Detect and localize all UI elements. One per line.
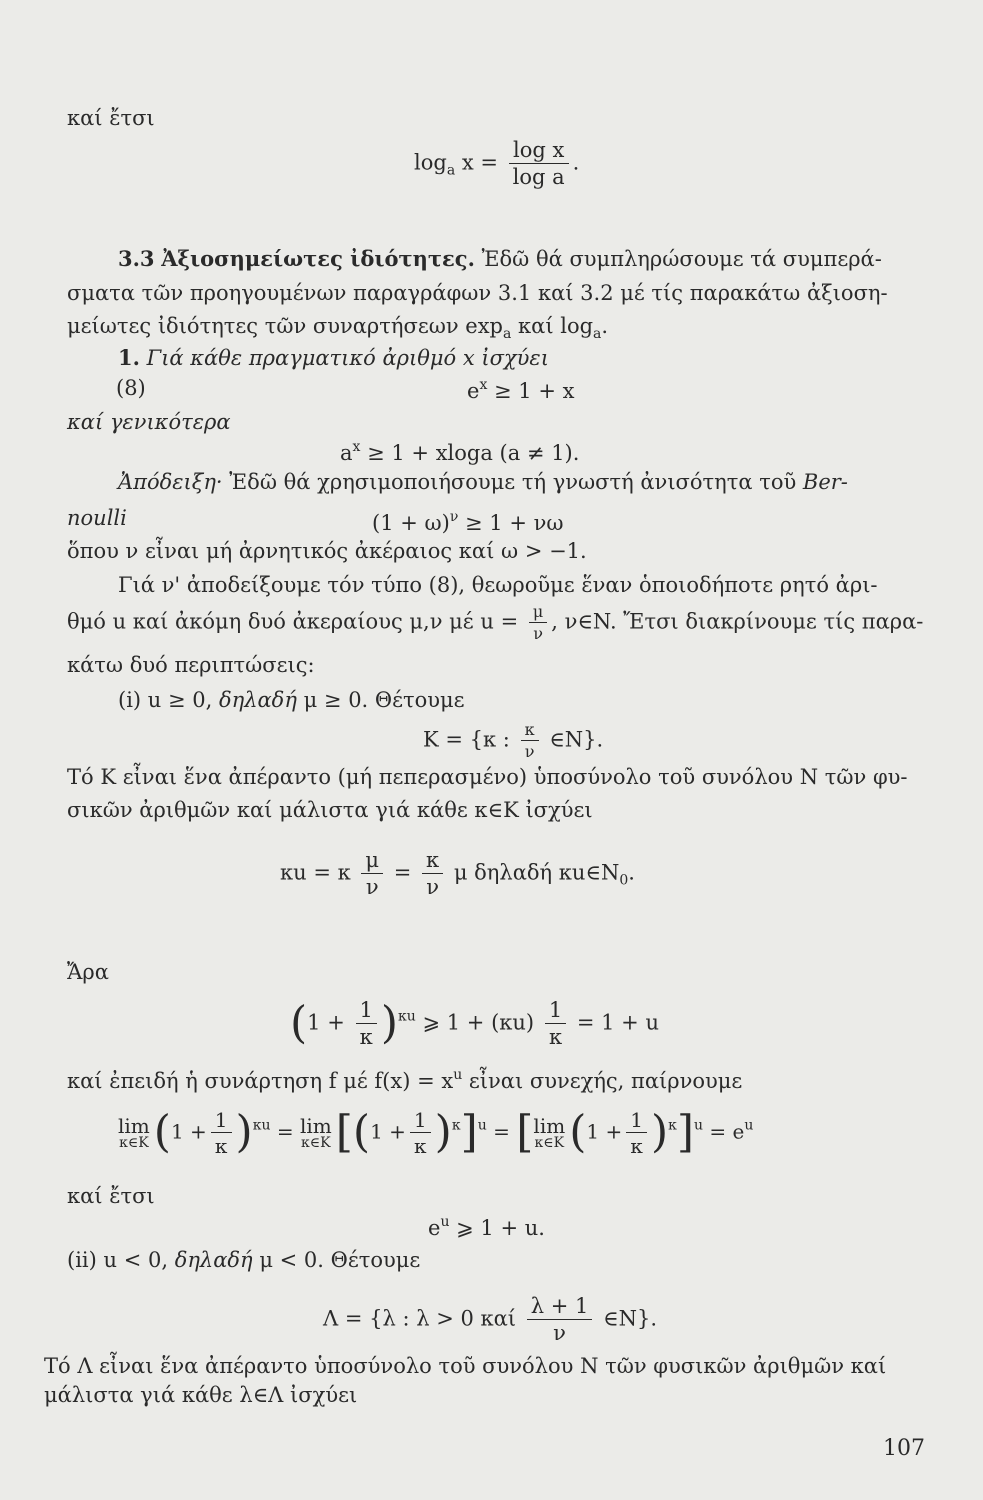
eq-text: 1 + [370,1119,406,1144]
eq-text: ⩾ 1 + u. [449,1216,545,1240]
equation-log-change-base [414,140,579,188]
eq-text: = [387,860,419,885]
fraction [527,1296,593,1344]
superscript: κ [451,1117,461,1134]
lim-subscript: κ∈K [119,1135,149,1151]
superscript: u [453,1067,463,1083]
fraction [529,604,547,642]
text-line: μάλιστα γιά κάθε λ∈Λ ἰσχύει [44,1383,358,1407]
lim-subscript: κ∈K [301,1135,331,1151]
paren-right: ) [650,1106,669,1158]
bracket-right: ] [460,1106,478,1158]
text-italic: δηλαδή [174,1248,253,1272]
fraction-numerator: λ + 1 [527,1296,593,1320]
bracket-right: ] [676,1106,695,1158]
fraction-denominator: ν [524,742,535,761]
paren-right: ) [380,997,399,1049]
equation-set-K [423,722,603,760]
paren-left: ( [569,1106,587,1158]
fraction-numerator: 1 [626,1110,647,1133]
superscript: κ [668,1117,677,1134]
fraction-denominator: log a [512,165,565,189]
superscript: κu [398,1008,416,1025]
eq-text: . [572,150,580,175]
item-1-line [118,347,549,369]
eq-text: 1 + [170,1119,207,1144]
eq-sub: a [446,162,456,179]
name-italic: Ber- [802,470,848,494]
text-line [67,316,608,341]
paren-left: ( [290,997,308,1049]
text: Ἐδῶ θά χρησιμοποιήσουμε τή γνωστή ἀνισότητα τοῦ [222,470,803,494]
equation-inequality [290,997,659,1049]
lim-text: lim [533,1114,566,1138]
lim-subscript: κ∈K [534,1135,565,1151]
paren-right: ) [434,1106,452,1158]
fraction-numerator: μ [529,604,547,623]
bracket-left: [ [335,1106,353,1158]
paren-left: ( [352,1106,371,1158]
case-i-line [118,690,465,711]
proof-line [118,472,848,493]
fraction-denominator: κ [359,1025,373,1049]
eq-text: x = [455,150,498,175]
eq-text: . [628,860,635,885]
text: μείωτες ἰδιότητες τῶν συναρτήσεων exp [67,314,503,338]
fraction [211,1110,232,1156]
equation-8 [467,378,574,402]
eq-log: log [414,150,447,175]
lim-text: lim [118,1114,150,1138]
eq-text: (1 + ω) [372,511,450,535]
fraction-numerator: 1 [410,1110,431,1133]
lim-text: lim [299,1114,332,1138]
superscript: ν [449,509,459,525]
superscript: u [694,1117,704,1134]
fraction-numerator: 1 [545,1000,566,1024]
item-number: 1. [118,345,140,370]
fraction [545,1000,566,1048]
equation-limit: lim κ∈K (1 + $\frac{1}{\kappa}$ )$^{\kappa u}$ = lim κ∈K [(1 + $\frac{1}{\kappa}$ )$^\kappa$]$^u$ = [ lim κ∈K (1 + $\frac{1}{\kappa}$ )$^\kappa]^u = e^u$ [118,1106,754,1158]
fraction-numerator: μ [361,850,383,874]
text: (i) u ≥ 0, [118,688,219,712]
text-line [67,1068,742,1092]
eq-text: Λ = {λ : λ > 0 καί [323,1306,517,1331]
fraction [521,722,539,760]
fraction-denominator: κ [414,1134,427,1158]
fraction-numerator: κ [521,722,539,741]
eq-text: e [428,1216,441,1240]
superscript: κu [252,1117,271,1134]
text: εἶναι συνεχής, παίρνουμε [462,1069,743,1093]
text-line: Τό K εἶναι ἕνα ἀπέραντο (μή πεπερασμένο) ὑποσύνολο τοῦ συνόλου N τῶν φυ- [67,765,908,789]
lim-operator [300,1116,332,1150]
eq-text: = 1 + u [570,1010,659,1035]
eq-text: K = {κ : [423,727,510,752]
page-number: 107 [883,1436,925,1461]
text-line: Τό Λ εἶναι ἕνα ἀπέραντο ὑποσύνολο τοῦ συνόλου N τῶν φυσικῶν ἀριθμῶν καί [44,1354,887,1378]
subscript: a [593,326,602,342]
superscript: x [352,439,361,455]
fraction [422,850,443,898]
text: , ν∈N. Ἔτσι διακρίνουμε τίς παρα- [551,609,924,634]
equation-bernoulli [372,510,564,534]
equation-label: (8) [116,376,146,400]
text-italic: δηλαδή [218,688,297,712]
section-heading-line [118,248,882,270]
fraction [626,1110,647,1156]
text-line: ὅπου ν εἶναι μή ἀρνητικός ἀκέραιος καί ω > −1. [67,539,587,563]
subscript: 0 [619,872,629,889]
proof-label: Ἀπόδειξη· [118,470,223,494]
text-line: κάτω δυό περιπτώσεις: [67,653,315,677]
fraction [410,1110,431,1156]
eq-text: κu = κ [280,860,351,885]
fraction [356,1000,377,1048]
paren-right: ) [235,1106,253,1158]
text: (ii) u < 0, [67,1248,175,1272]
eq-text: ∈N}. [542,727,604,752]
case-ii-line [67,1250,420,1271]
text-line: σικῶν ἀριθμῶν καί μάλιστα γιά κάθε κ∈K ἰσχύει [67,798,593,822]
text-line: Ἄρα [67,960,109,984]
equation-ax [340,440,579,464]
eq-text: μ δηλαδή κu∈N [447,860,620,885]
text-line: καί ἔτσι [67,1184,155,1208]
text-line: καί ἔτσι [67,106,155,130]
fraction-denominator: κ [548,1025,563,1049]
fraction-denominator: ν [365,875,379,899]
section-number: 3.3 [118,246,155,271]
eq-text: 1 + [307,1010,345,1035]
text: καί ἐπειδή ἡ συνάρτηση f μέ f(x) = x [67,1069,454,1093]
fraction [361,850,383,898]
eq-text: ≥ 1 + νω [458,511,564,535]
fraction [509,140,569,188]
eq-text: ≥ 1 + xloga (a ≠ 1). [360,441,580,465]
superscript: u [477,1117,487,1134]
fraction-denominator: ν [553,1321,566,1345]
equation-ku [280,850,635,898]
eq-text: = e [703,1119,745,1144]
text: καί log [511,314,594,338]
fraction-denominator: κ [214,1134,228,1158]
text-line: σματα τῶν προηγουμένων παραγράφων 3.1 καί 3.2 μέ τίς παρακάτω ἀξιοση- [67,281,888,305]
eq-text: a [340,441,353,465]
fraction-denominator: κ [630,1134,643,1158]
section-title: Ἀξιοσημείωτες ἰδιότητες. [161,246,475,271]
text-line [67,604,923,642]
text-line: noulli [67,506,127,530]
eq-text: 1 + [586,1119,623,1144]
equation-set-lambda [323,1296,657,1344]
fraction-denominator: ν [533,624,543,643]
equation-eu [428,1215,545,1239]
text: θμό u καί ἀκόμη δυό ἀκεραίους μ,ν μέ u = [67,609,519,634]
text: . [601,314,609,338]
text: μ ≥ 0. Θέτουμε [296,688,465,712]
subscript: a [502,326,512,342]
lim-operator [118,1116,150,1150]
text-line: Γιά ν' ἀποδείξουμε τόν τύπο (8), θεωροῦμε ἕναν ὁποιοδήποτε ρητό ἀρι- [118,573,878,597]
eq-text: ⩾ 1 + (κu) [415,1010,535,1035]
fraction-numerator: κ [422,850,443,874]
fraction-numerator: 1 [211,1110,232,1133]
fraction-numerator: log x [509,140,569,164]
fraction-denominator: ν [426,875,439,899]
superscript: u [744,1117,754,1134]
bracket-left: [ [516,1106,534,1158]
item-text: Γιά κάθε πραγματικό ἀριθμό x ἰσχύει [146,346,549,370]
eq-text: ∈N}. [596,1306,657,1331]
superscript: x [479,377,488,393]
eq-text: ≥ 1 + x [487,379,575,403]
lim-operator [533,1116,565,1150]
eq-text: e [467,379,480,403]
fraction-numerator: 1 [356,1000,377,1024]
text-line: Ἐδῶ θά συμπληρώσουμε τά συμπερά- [481,247,882,271]
text-line: καί γενικότερα [67,410,231,434]
superscript: u [440,1214,450,1230]
paren-left: ( [153,1106,171,1158]
text: μ < 0. Θέτουμε [252,1248,421,1272]
